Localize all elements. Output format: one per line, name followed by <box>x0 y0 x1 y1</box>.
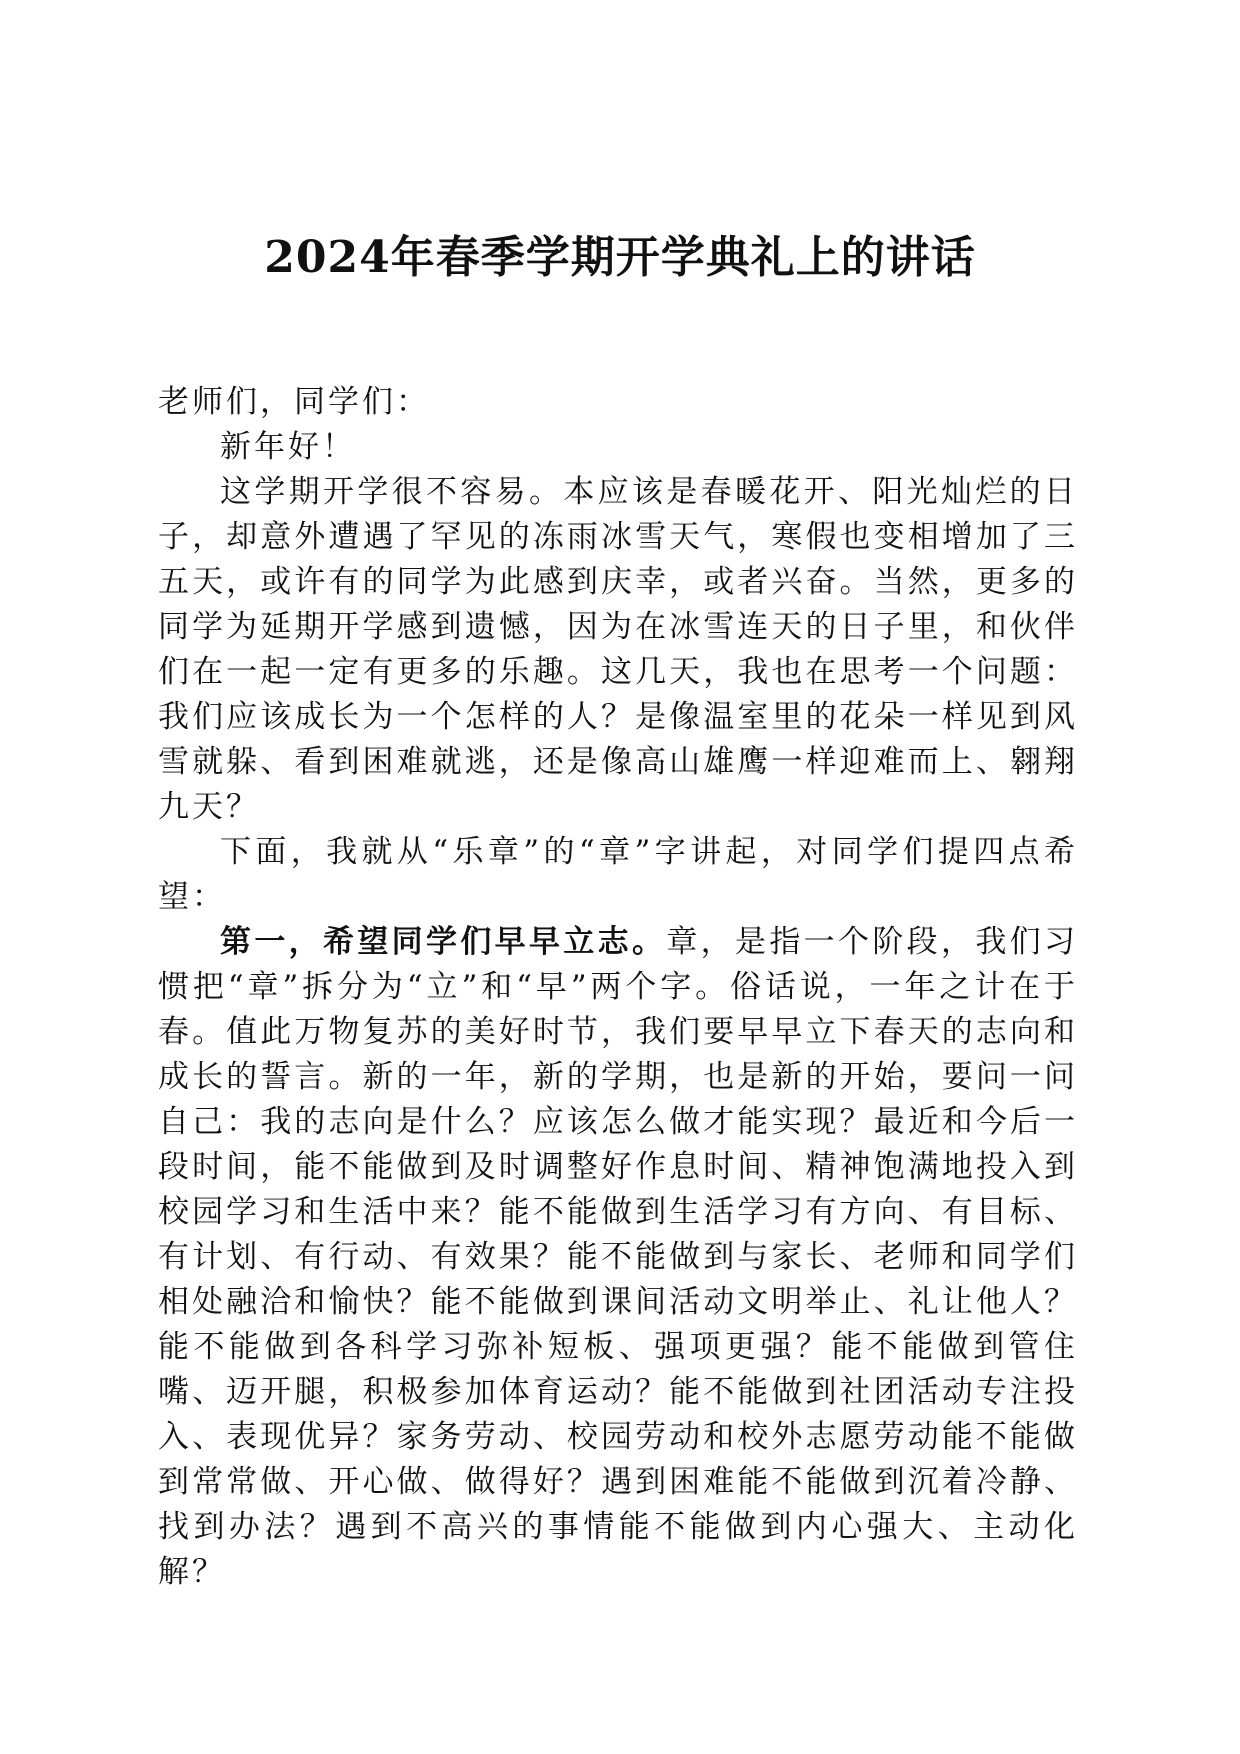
document-title: 2024年春季学期开学典礼上的讲话 <box>264 232 976 283</box>
section-1-text: 章，是指一个阶段，我们习惯把“章”拆分为“立”和“早”两个字。俗话说，一年之计在于春。值此万物复苏的美好时节，我们要早早立下春天的志向和成长的誓言。新的一年，新的学期，也是新的开始，要问一问自己：我的志向是什么？应该怎么做才能实现？最近和今后一段时间，能不能做到及时调整好作息时间、精神饱满地投入到校园学习和生活中来？能不能做到生活学习有方向、有目标、有计划、有行动、有效果？能不能做到与家长、老师和同学们相处融洽和愉快？能不能做到课间活动文明举止、礼让他人？能不能做到各科学习弥补短板、强项更强？能不能做到管住嘴、迈开腿，积极参加体育运动？能不能做到社团活动专注投入、表现优异？家务劳动、校园劳动和校外志愿劳动能不能做到常常做、开心做、做得好？遇到困难能不能做到沉着冷静、找到办法？遇到不高兴的事情能不能做到内心强大、主动化解？ <box>158 924 1079 1590</box>
section-1-paragraph <box>158 920 1078 1595</box>
document-body <box>158 380 1078 1595</box>
paragraph-1: 这学期开学很不容易。本应该是春暖花开、阳光灿烂的日子，却意外遭遇了罕见的冻雨冰雪天气，寒假也变相增加了三五天，或许有的同学为此感到庆幸，或者兴奋。当然，更多的同学为延期开学感到遗憾，因为在冰雪连天的日子里，和伙伴们在一起一定有更多的乐趣。这几天，我也在思考一个问题：我们应该成长为一个怎样的人？是像温室里的花朵一样见到风雪就躲、看到困难就逃，还是像高山雄鹰一样迎难而上、翱翔九天？ <box>158 474 1078 825</box>
salutation: 老师们，同学们： <box>158 384 430 420</box>
section-1-heading: 第一，希望同学们早早立志。 <box>220 924 667 960</box>
paragraph-2: 下面，我就从“乐章”的“章”字讲起，对同学们提四点希望： <box>158 834 1078 915</box>
greeting: 新年好！ <box>220 429 356 465</box>
